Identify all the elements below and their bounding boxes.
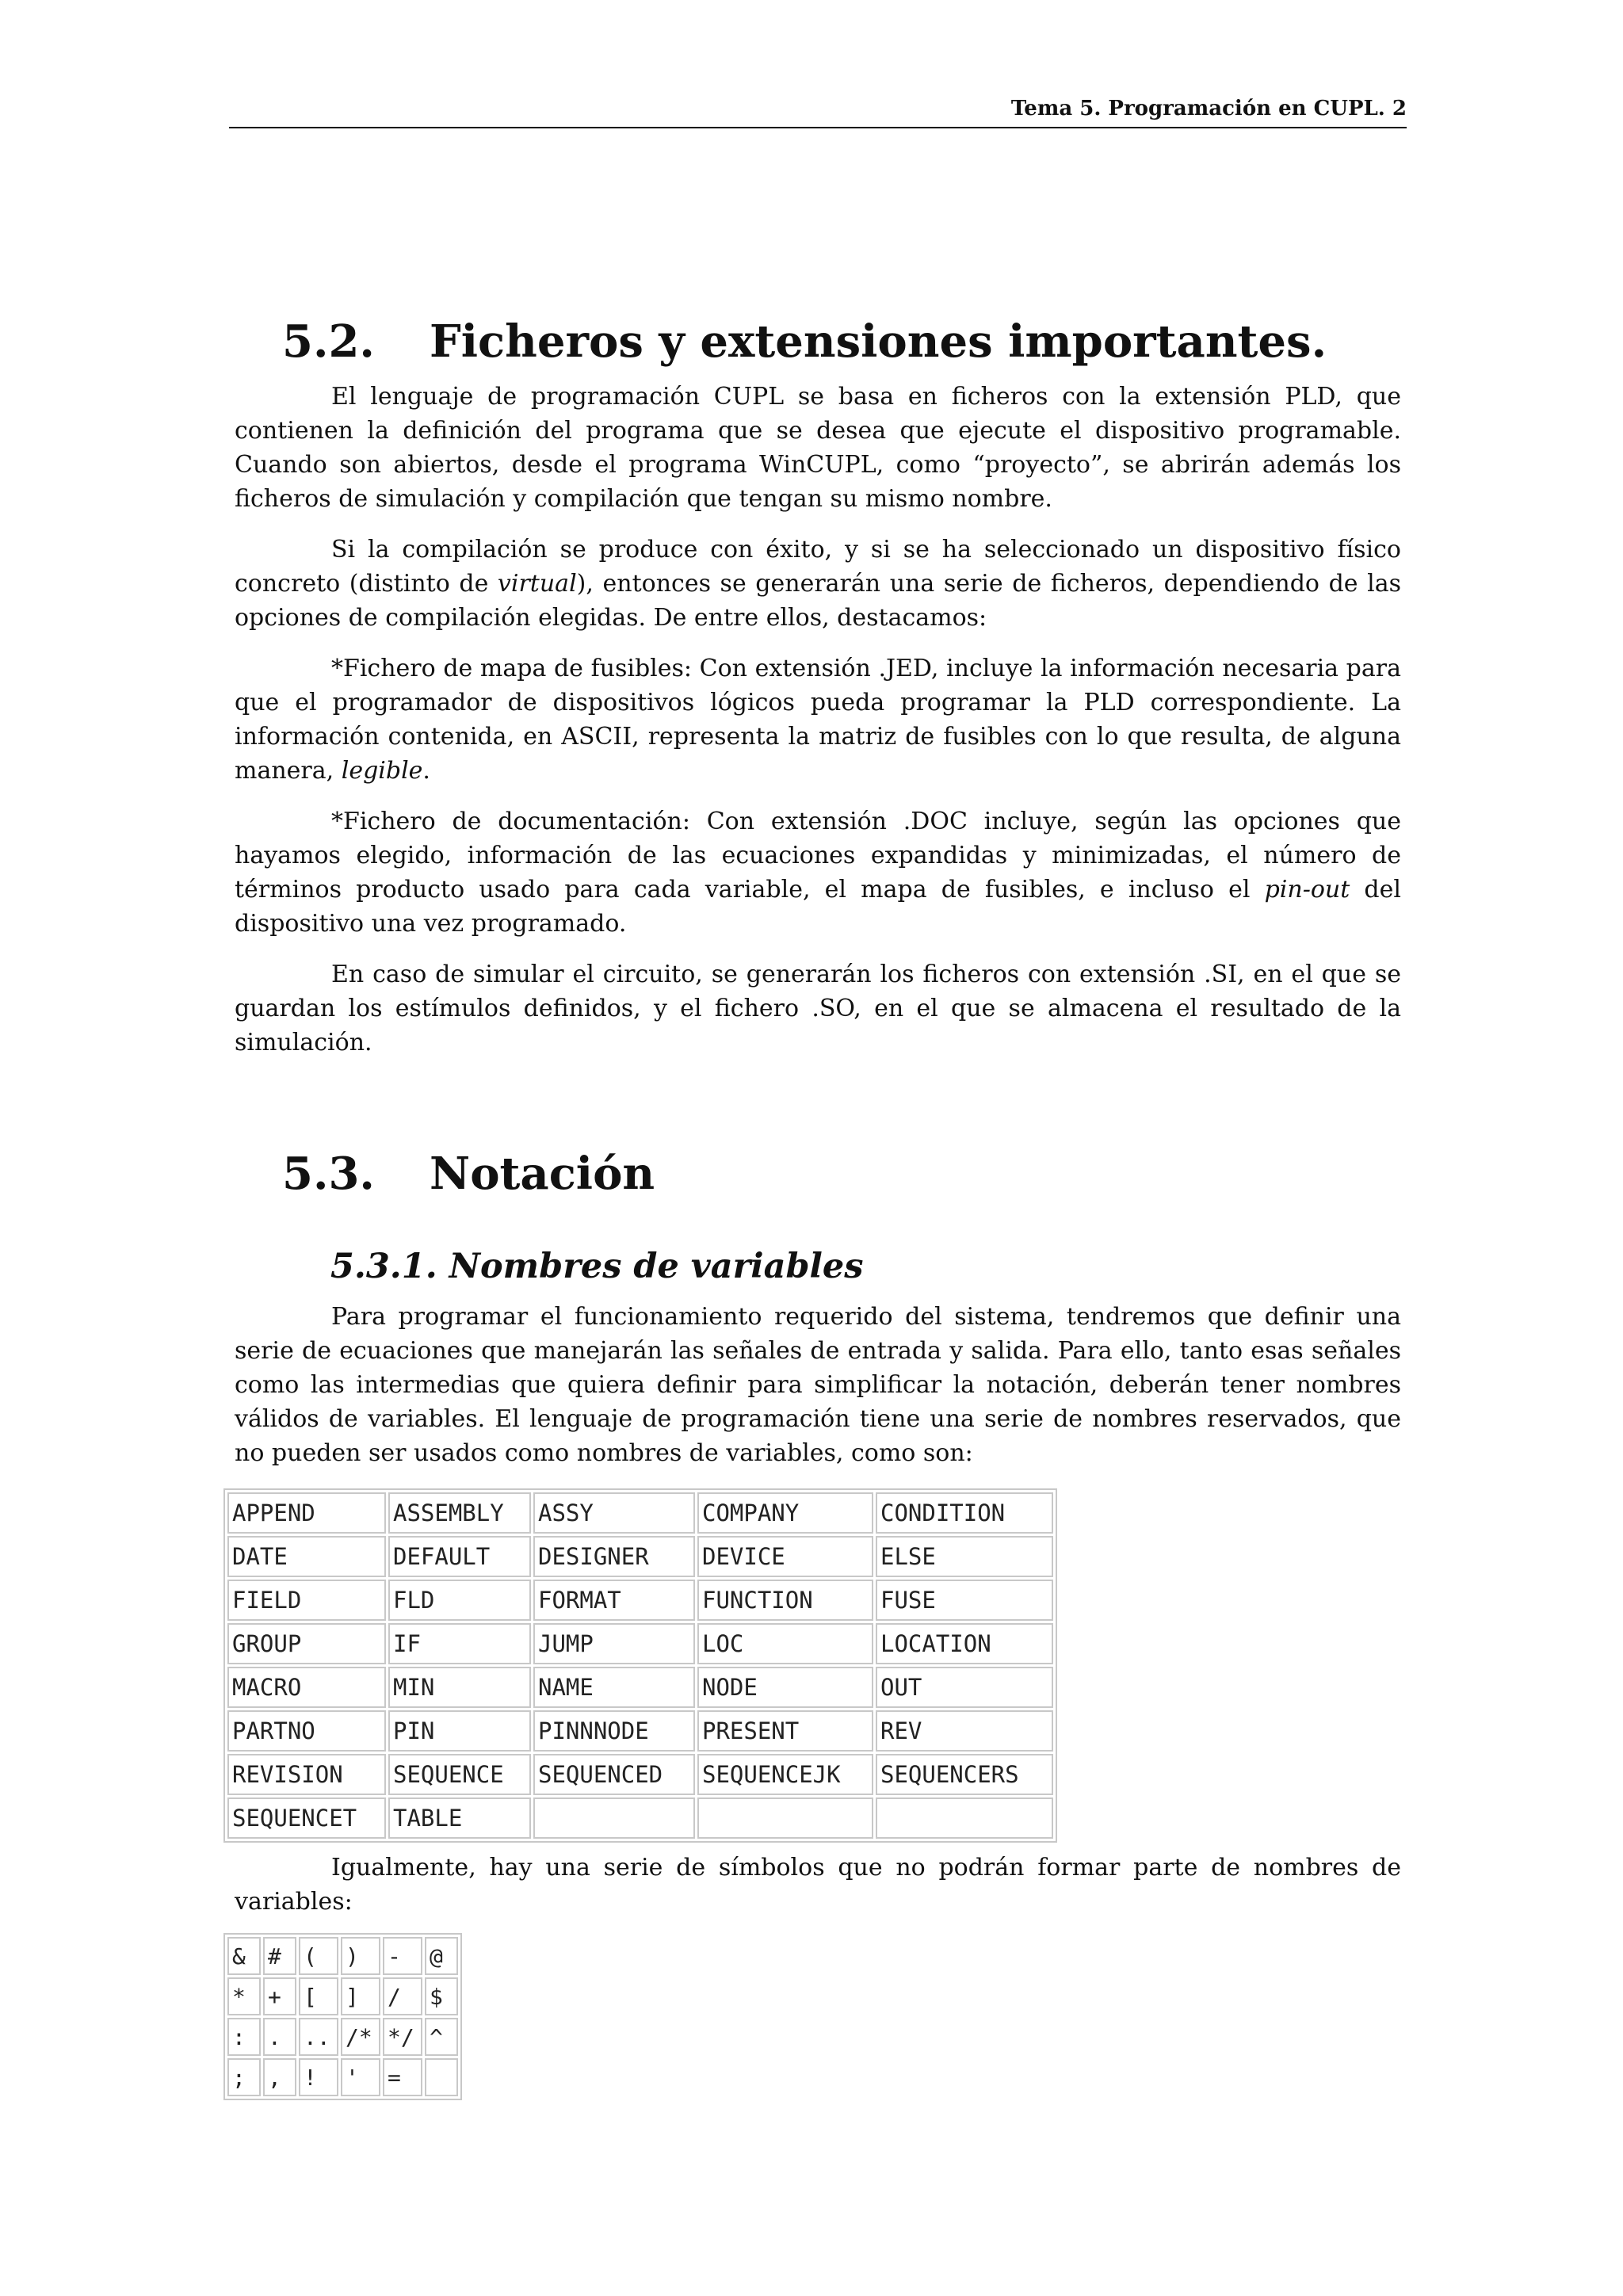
reserved-word-cell: REV: [876, 1710, 1053, 1752]
reserved-word-cell: PARTNO: [227, 1710, 386, 1752]
reserved-word-cell: SEQUENCED: [533, 1754, 695, 1795]
reserved-word-cell: DATE: [227, 1536, 386, 1577]
table-row: [227, 1754, 1053, 1795]
paragraph-compilation: [235, 533, 1401, 635]
symbol-cell: @: [425, 1937, 458, 1975]
reserved-word-cell: JUMP: [533, 1623, 695, 1664]
symbol-cell: ': [341, 2058, 380, 2096]
paragraph-text: Si la compilación se produce con éxito, y si se ha seleccionado un dispositivo físico concreto (distinto de: [235, 536, 1401, 598]
symbol-cell: ): [341, 1937, 380, 1975]
symbol-cell: ..: [299, 2018, 338, 2056]
table-row: [227, 1797, 1053, 1839]
subsection-heading-5-3-1: 5.3.1. Nombres de variables: [330, 1247, 864, 1286]
paragraph-jed-file: [235, 651, 1401, 788]
reserved-word-cell: [533, 1797, 695, 1839]
symbol-cell: ^: [425, 2018, 458, 2056]
symbol-cell: ]: [341, 1977, 380, 2015]
reserved-word-cell: SEQUENCERS: [876, 1754, 1053, 1795]
reserved-words-table: [223, 1488, 1057, 1843]
emphasis-virtual: virtual: [497, 570, 577, 598]
reserved-word-cell: FIELD: [227, 1580, 386, 1621]
reserved-word-cell: SEQUENCEJK: [697, 1754, 873, 1795]
reserved-word-cell: TABLE: [388, 1797, 531, 1839]
reserved-word-cell: NAME: [533, 1667, 695, 1708]
reserved-word-cell: DEFAULT: [388, 1536, 531, 1577]
symbol-cell: *: [227, 1977, 261, 2015]
symbol-cell: /: [383, 1977, 422, 2015]
table-row: [227, 1710, 1053, 1752]
reserved-word-cell: GROUP: [227, 1623, 386, 1664]
reserved-word-cell: SEQUENCE: [388, 1754, 531, 1795]
paragraph-text: ), entonces se generarán una serie de ficheros, dependiendo de las opciones de compilación elegidas. De entre ellos, destacamos:: [235, 570, 1401, 632]
symbol-cell: $: [425, 1977, 458, 2015]
reserved-word-cell: FUNCTION: [697, 1580, 873, 1621]
table-row: [227, 1977, 458, 2015]
forbidden-symbols-table: [223, 1933, 462, 2100]
reserved-word-cell: LOCATION: [876, 1623, 1053, 1664]
section-number: 5.2.: [282, 315, 375, 368]
reserved-word-cell: FORMAT: [533, 1580, 695, 1621]
reserved-word-cell: COMPANY: [697, 1492, 873, 1534]
symbol-cell: (: [299, 1937, 338, 1975]
reserved-word-cell: PRESENT: [697, 1710, 873, 1752]
symbol-cell: ,: [263, 2058, 296, 2096]
table-row: [227, 1580, 1053, 1621]
symbol-cell: =: [383, 2058, 422, 2096]
symbol-cell: [425, 2058, 458, 2096]
emphasis-pin-out: pin-out: [1264, 876, 1350, 904]
paragraph-doc-file: [235, 804, 1401, 941]
section-heading-5-3: [282, 1146, 655, 1201]
section-title: Ficheros y extensiones importantes.: [430, 315, 1327, 368]
paragraph-pld-files: [235, 380, 1401, 516]
reserved-word-cell: APPEND: [227, 1492, 386, 1534]
symbol-cell: -: [383, 1937, 422, 1975]
symbol-cell: ;: [227, 2058, 261, 2096]
section-title: Notación: [430, 1148, 655, 1200]
table-row: [227, 2018, 458, 2056]
reserved-word-cell: MACRO: [227, 1667, 386, 1708]
paragraph-simulation: [235, 957, 1401, 1060]
paragraph-variable-names: [235, 1300, 1401, 1470]
paragraph-forbidden-symbols: [235, 1851, 1401, 1919]
paragraph-text: *Fichero de documentación: Con extensión .DOC incluye, según las opciones que hayamos elegido, información de las ecuaciones expandidas y minimizadas, el número de términos producto usado para cada variable, el mapa de fusibles, e incluso el: [235, 808, 1401, 904]
reserved-word-cell: ASSEMBLY: [388, 1492, 531, 1534]
section-number: 5.3.: [282, 1148, 375, 1200]
symbol-cell: [: [299, 1977, 338, 2015]
table-row: [227, 2058, 458, 2096]
table-row: [227, 1937, 458, 1975]
paragraph-text: En caso de simular el circuito, se generarán los ficheros con extensión .SI, en el que se guardan los estímulos definidos, y el fichero .SO, en el que se almacena el resultado de la simulación.: [235, 961, 1401, 1056]
symbol-cell: #: [263, 1937, 296, 1975]
paragraph-text: .: [422, 757, 430, 785]
symbol-cell: /*: [341, 2018, 380, 2056]
reserved-word-cell: IF: [388, 1623, 531, 1664]
table-row: [227, 1492, 1053, 1534]
paragraph-text: Para programar el funcionamiento requerido del sistema, tendremos que definir una serie de ecuaciones que manejarán las señales de entrada y salida. Para ello, tanto esas señales como las intermedias que quiera definir para simplificar la notación, deberán tener nombres válidos de variables. El lenguaje de programación tiene una serie de nombres reservados, que no pueden ser usados como nombres de variables, como son:: [235, 1303, 1401, 1467]
symbol-cell: .: [263, 2018, 296, 2056]
reserved-word-cell: DESIGNER: [533, 1536, 695, 1577]
table-row: [227, 1536, 1053, 1577]
reserved-word-cell: ASSY: [533, 1492, 695, 1534]
reserved-word-cell: ELSE: [876, 1536, 1053, 1577]
reserved-word-cell: NODE: [697, 1667, 873, 1708]
section-heading-5-2: [282, 314, 1327, 369]
paragraph-text: del dispositivo una vez programado.: [235, 876, 1401, 938]
reserved-word-cell: [876, 1797, 1053, 1839]
symbol-cell: :: [227, 2018, 261, 2056]
table-row: [227, 1623, 1053, 1664]
reserved-word-cell: OUT: [876, 1667, 1053, 1708]
paragraph-text: El lenguaje de programación CUPL se basa en ficheros con la extensión PLD, que contienen la definición del programa que se desea que ejecute el dispositivo programable. Cuando son abiertos, desde el programa WinCUPL, como “proyecto”, se abrirán además los ficheros de simulación y compilación que tengan su mismo nombre.: [235, 383, 1401, 513]
reserved-word-cell: LOC: [697, 1623, 873, 1664]
reserved-word-cell: REVISION: [227, 1754, 386, 1795]
table-row: [227, 1667, 1053, 1708]
reserved-word-cell: SEQUENCET: [227, 1797, 386, 1839]
symbol-cell: !: [299, 2058, 338, 2096]
reserved-word-cell: FUSE: [876, 1580, 1053, 1621]
reserved-word-cell: PIN: [388, 1710, 531, 1752]
paragraph-text: *Fichero de mapa de fusibles: Con extensión .JED, incluye la información necesaria para que el programador de dispositivos lógicos pueda programar la PLD correspondiente. La información contenida, en ASCII, representa la matriz de fusibles con lo que resulta, de alguna manera,: [235, 655, 1401, 785]
reserved-word-cell: MIN: [388, 1667, 531, 1708]
reserved-word-cell: CONDITION: [876, 1492, 1053, 1534]
symbol-cell: */: [383, 2018, 422, 2056]
reserved-word-cell: FLD: [388, 1580, 531, 1621]
running-header: Tema 5. Programación en CUPL. 2: [229, 97, 1407, 128]
symbol-cell: &: [227, 1937, 261, 1975]
reserved-word-cell: PINNNODE: [533, 1710, 695, 1752]
symbol-cell: +: [263, 1977, 296, 2015]
paragraph-text: Igualmente, hay una serie de símbolos que no podrán formar parte de nombres de variables:: [235, 1854, 1401, 1916]
emphasis-legible: legible: [341, 757, 423, 785]
reserved-word-cell: DEVICE: [697, 1536, 873, 1577]
reserved-word-cell: [697, 1797, 873, 1839]
